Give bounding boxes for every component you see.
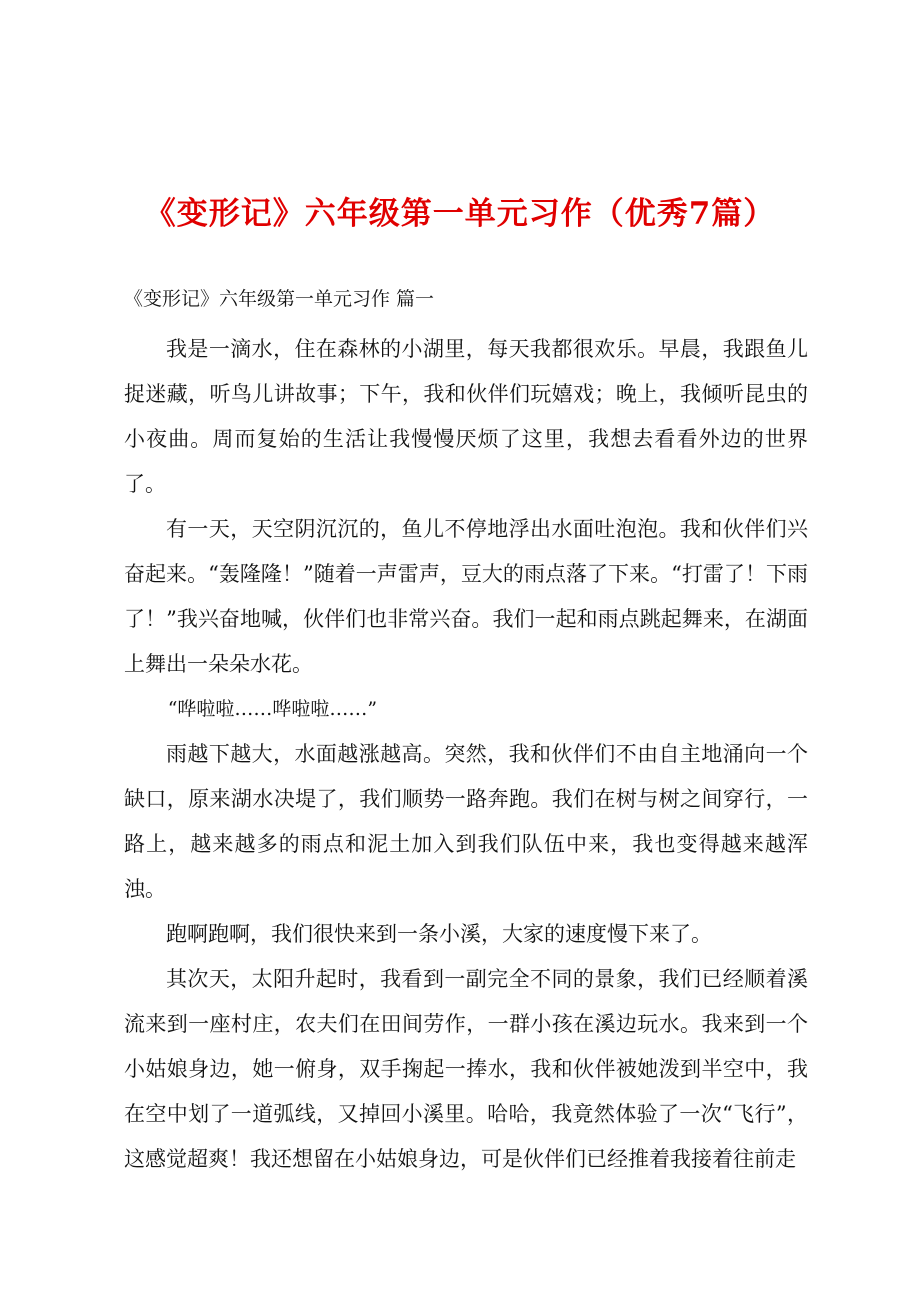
paragraph-6: 其次天，太阳升起时，我看到一副完全不同的景象，我们已经顺着溪流来到一座村庄，农夫们在田间劳作，一群小孩在溪边玩水。我来到一个小姑娘身边，她一俯身，双手掬起一捧水，我和伙伴被她泼到半空中，我在空中划了一道弧线，又掉回小溪里。哈哈，我竟然体验了一次“飞行”，这感觉超爽！我还想留在小姑娘身边，可是伙伴们已经推着我接着往前走	[124, 967, 808, 1171]
paragraph-3: “哗啦啦……哗啦啦……”	[167, 698, 378, 720]
essay-body	[124, 327, 808, 1182]
paragraph-2: 有一天，天空阴沉沉的，鱼儿不停地浮出水面吐泡泡。我和伙伴们兴奋起来。“轰隆隆！”随着一声雷声，豆大的雨点落了下来。“打雷了！下雨了！”我兴奋地喊，伙伴们也非常兴奋。我们一起和雨点跳起舞来，在湖面上舞出一朵朵水花。	[124, 517, 808, 676]
paragraph-4: 雨越下越大，水面越涨越高。突然，我和伙伴们不由自主地涌向一个缺口，原来湖水决堤了，我们顺势一路奔跑。我们在树与树之间穿行，一路上，越来越多的雨点和泥土加入到我们队伍中来，我也变得越来越浑浊。	[124, 742, 808, 901]
paragraph-5: 跑啊跑啊，我们很快来到一条小溪，大家的速度慢下来了。	[166, 922, 712, 946]
section-heading: 《变形记》六年级第一单元习作 篇一	[124, 288, 435, 310]
paragraph-1: 我是一滴水，住在森林的小湖里，每天我都很欢乐。早晨，我跟鱼儿捉迷藏，听鸟儿讲故事；下午，我和伙伴们玩嬉戏；晚上，我倾听昆虫的小夜曲。周而复始的生活让我慢慢厌烦了这里，我想去看看外边的世界了。	[124, 337, 808, 496]
document-title: 《变形记》六年级第一单元习作（优秀7篇）	[144, 196, 776, 232]
